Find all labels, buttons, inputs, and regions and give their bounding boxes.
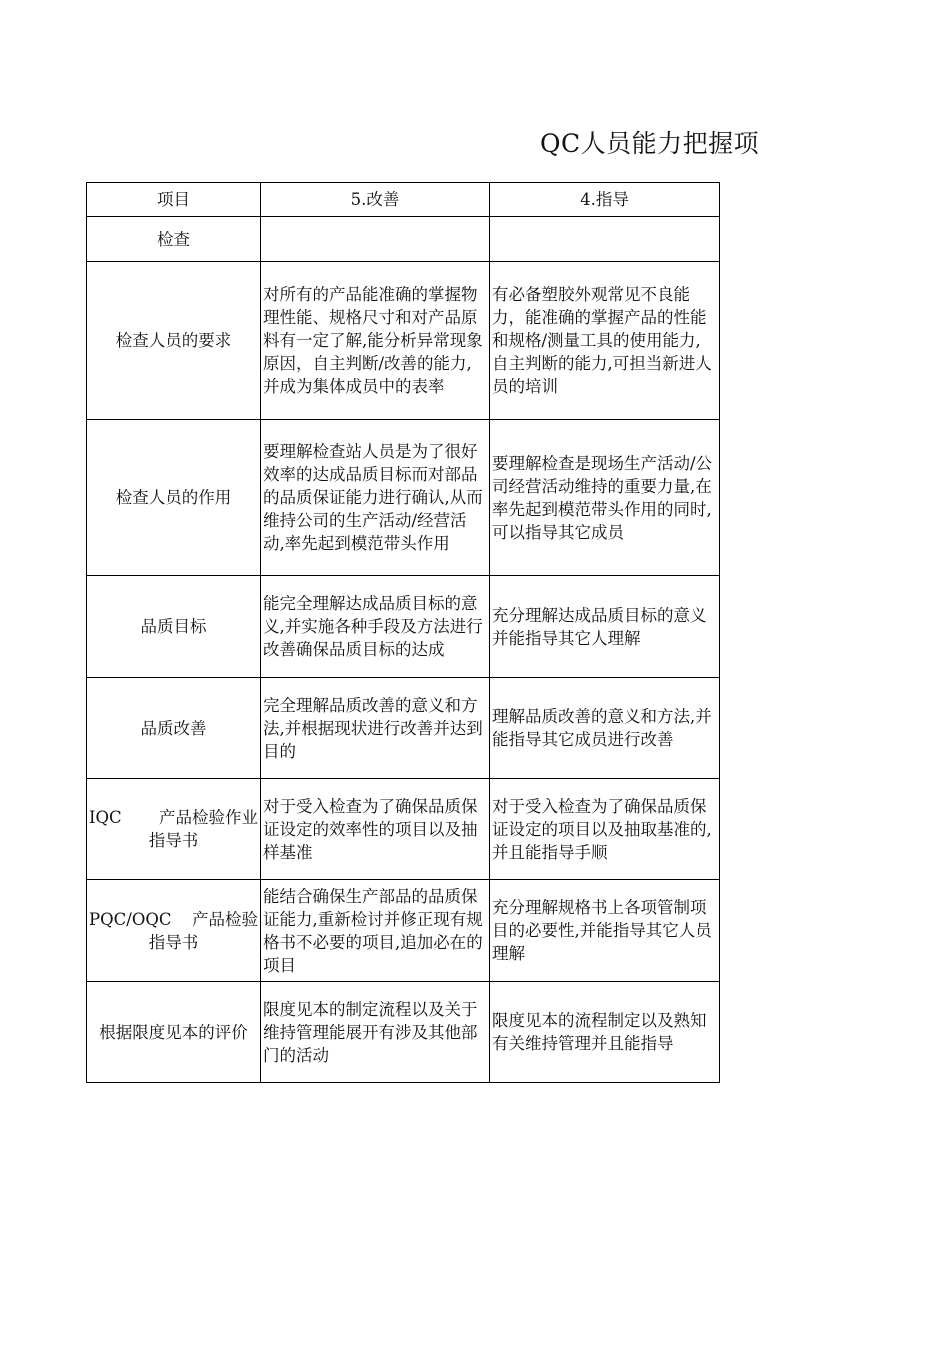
- iqc-label-suffix: 产品检验作业: [159, 808, 258, 827]
- row-label-iqc: [87, 779, 261, 880]
- cell-role-improve: 要理解检查站人员是为了很好效率的达成品质目标而对部品的品质保证能力进行确认,从而维持公司的生产活动/经营活动,率先起到模范带头作用: [261, 420, 490, 576]
- cell-requirement-improve: 对所有的产品能准确的掌握物理性能、规格尺寸和对产品原料有一定了解,能分析异常现象原因，自主判断/改善的能力,并成为集体成员中的表率: [261, 262, 490, 420]
- header-guide: 4.指导: [490, 183, 720, 217]
- row-label-evaluation: 根据限度见本的评价: [87, 982, 261, 1083]
- cell-quality-goal-guide: 充分理解达成品质目标的意义并能指导其它人理解: [490, 576, 720, 678]
- cell-evaluation-guide: 限度见本的流程制定以及熟知有关维持管理并且能指导: [490, 982, 720, 1083]
- pqc-label-line2: 指导书: [148, 932, 199, 952]
- cell-evaluation-improve: 限度见本的制定流程以及关于维持管理能展开有涉及其他部门的活动: [261, 982, 490, 1083]
- cell-requirement-guide: 有必备塑胶外观常见不良能力，能准确的掌握产品的性能和规格/测量工具的使用能力,自主判断的能力,可担当新进人员的培训: [490, 262, 720, 420]
- row-label-quality-improve: 品质改善: [87, 678, 261, 779]
- cell-iqc-guide: 对于受入检查为了确保品质保证设定的项目以及抽取基准的,并且能指导手顺: [490, 779, 720, 880]
- header-improve: 5.改善: [261, 183, 490, 217]
- table-row: [87, 262, 720, 420]
- header-item: 项目: [87, 183, 261, 217]
- iqc-label-prefix: IQC: [89, 808, 122, 827]
- cell-pqc-improve: 能结合确保生产部品的品质保证能力,重新检讨并修正现有规格书不必要的项目,追加必在的项目: [261, 880, 490, 982]
- row-label-quality-goal: 品质目标: [87, 576, 261, 678]
- row-label-pqc: [87, 880, 261, 982]
- table-row: [87, 576, 720, 678]
- iqc-label-line2: 指导书: [148, 831, 199, 850]
- cell-check-guide: [490, 217, 720, 262]
- cell-pqc-guide: 充分理解规格书上各项管制项目的必要性,并能指导其它人员理解: [490, 880, 720, 982]
- cell-quality-improve-improve: 完全理解品质改善的意义和方法,并根据现状进行改善并达到目的: [261, 678, 490, 779]
- table-header-row: [87, 183, 720, 217]
- table-row: [87, 678, 720, 779]
- row-label-requirement: 检查人员的要求: [87, 262, 261, 420]
- pqc-label-suffix: 产品检验: [192, 909, 258, 929]
- cell-quality-goal-improve: 能完全理解达成品质目标的意义,并实施各种手段及方法进行改善确保品质目标的达成: [261, 576, 490, 678]
- row-label-role: 检查人员的作用: [87, 420, 261, 576]
- cell-check-improve: [261, 217, 490, 262]
- table-row: [87, 420, 720, 576]
- cell-quality-improve-guide: 理解品质改善的意义和方法,并能指导其它成员进行改善: [490, 678, 720, 779]
- table-row: [87, 982, 720, 1083]
- qc-capability-table: [86, 182, 720, 1083]
- document-title: QC人员能力把握项: [540, 129, 760, 158]
- row-label-check: 检查: [87, 217, 261, 262]
- table-row: [87, 880, 720, 982]
- table-row: [87, 779, 720, 880]
- pqc-label-prefix: PQC/OQC: [89, 909, 172, 929]
- cell-iqc-improve: 对于受入检查为了确保品质保证设定的效率性的项目以及抽样基准: [261, 779, 490, 880]
- table-row: [87, 217, 720, 262]
- cell-role-guide: 要理解检查是现场生产活动/公司经营活动维持的重要力量,在率先起到模范带头作用的同时,可以指导其它成员: [490, 420, 720, 576]
